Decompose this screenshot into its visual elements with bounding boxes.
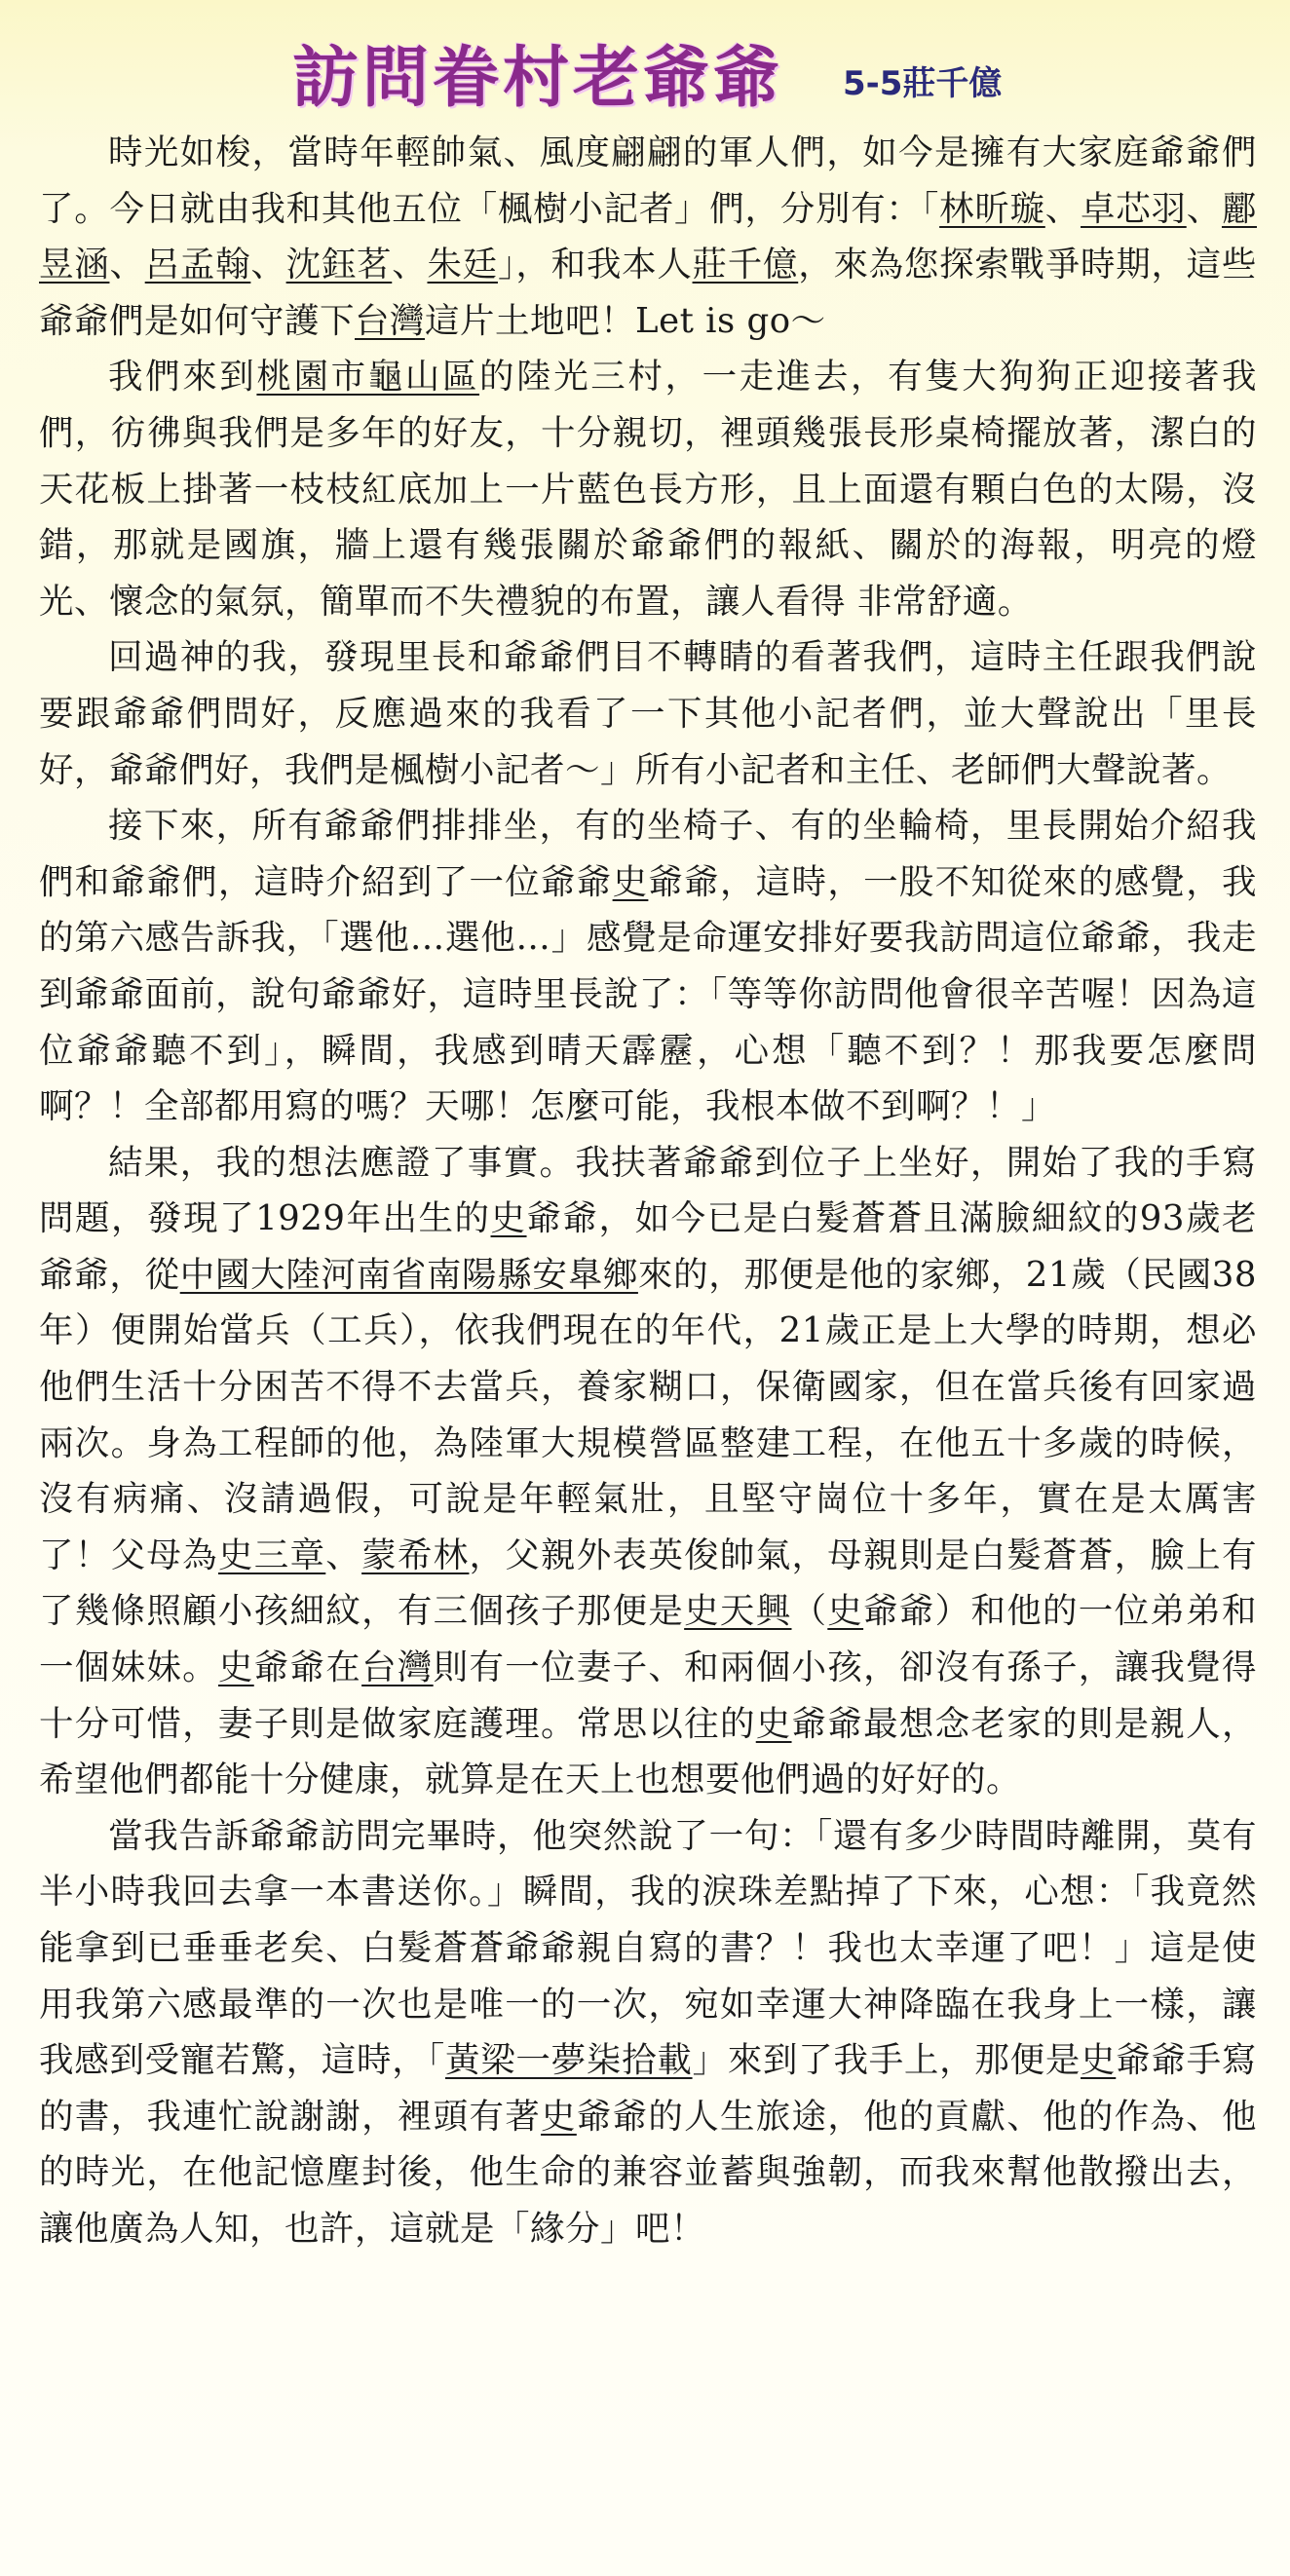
underlined-name: 蒙希林 bbox=[361, 1534, 470, 1575]
text-run: 爺爺，如今已是白髮蒼蒼且滿臉細紋的93歲老爺爺，從 bbox=[39, 1198, 1257, 1295]
underlined-name: 呂孟翰 bbox=[144, 245, 251, 285]
text-run: 時光如梭，當時年輕帥氣、風度翩翩的軍人們，如今是擁有大家庭爺爺們了。今日就由我和其他五位「楓樹小記者」們，分別有：「 bbox=[39, 133, 1257, 229]
underlined-name: 史 bbox=[217, 1648, 254, 1688]
article-title: 訪問眷村老爺爺 bbox=[292, 40, 784, 117]
underlined-name: 史 bbox=[612, 861, 649, 902]
text-run: 」來到了我手上，那便是 bbox=[692, 2040, 1081, 2081]
paragraph bbox=[39, 125, 1257, 349]
text-run: 來的，那便是他的家鄉，21歲（民國38年）便開始當兵（工兵），依我們現在的年代，21歲正是上大學的時期，想必他們生活十分困苦不得不去當兵，養家糊口，保衛國家，但在當兵後有回家過兩次。身為工程師的他，為陸軍大規模營區整建工程，在他五十多歲的時候，沒有病痛、沒請過假，可說是年輕氣壯，且堅守崗位十多年，實在是太厲害了！父母為 bbox=[39, 1254, 1257, 1575]
underlined-name: 林昕璇 bbox=[939, 188, 1045, 229]
text-run: 、 bbox=[392, 245, 428, 285]
text-run: 爺爺的人生旅途，他的貢獻、他的作為、他的時光，在他記憶塵封後，他生命的兼容並蓄與強韌，而我來幫他散撥出去，讓他廣為人知，也許，這就是「緣分」吧！ bbox=[39, 2096, 1257, 2249]
author-byline: 5-5莊千億 bbox=[843, 64, 1003, 103]
underlined-name: 沈鈺茗 bbox=[285, 245, 393, 285]
underlined-name: 史 bbox=[827, 1591, 864, 1632]
underlined-name: 史 bbox=[490, 1198, 527, 1239]
underlined-name: 台灣 bbox=[361, 1648, 434, 1688]
paragraph bbox=[39, 349, 1257, 629]
underlined-name: 朱廷 bbox=[427, 245, 498, 285]
article-body bbox=[39, 125, 1257, 2257]
underlined-name: 黃梁一夢柒拾載 bbox=[444, 2040, 693, 2081]
paragraph bbox=[39, 1808, 1257, 2257]
text-run: 、 bbox=[325, 1534, 362, 1575]
text-run: 當我告訴爺爺訪問完畢時，他突然說了一句：「還有多少時間時離開，莫有半小時我回去拿一本書送你。」瞬間，我的淚珠差點掉了下來，心想：「我竟然能拿到已垂垂老矣、白髮蒼蒼爺爺親自寫的書？！我也太幸運了吧！」這是使用我第六感最準的一次也是唯一的一次，宛如幸運大神降臨在我身上一樣，讓我感到受寵若驚，這時，「 bbox=[39, 1815, 1257, 2081]
underlined-name: 莊千億 bbox=[692, 245, 799, 285]
text-run: 這片土地吧！Let is go～ bbox=[425, 300, 826, 341]
underlined-name: 史 bbox=[541, 2096, 577, 2137]
text-run: 爺爺手寫的書，我連忙說謝謝，裡頭有著 bbox=[39, 2040, 1257, 2137]
underlined-name: 酈昱涵 bbox=[39, 188, 1257, 285]
underlined-name: 史天興 bbox=[684, 1591, 792, 1632]
text-run: 、 bbox=[109, 245, 145, 285]
text-run: 」，和我本人 bbox=[497, 245, 693, 285]
underlined-name: 史三章 bbox=[217, 1534, 326, 1575]
text-run: 爺爺在 bbox=[253, 1648, 362, 1688]
underlined-name: 中國大陸河南省南陽縣安臯鄉 bbox=[179, 1254, 638, 1295]
text-run: ，來為您探索戰爭時期，這些爺爺們是如何守護下 bbox=[39, 245, 1257, 341]
text-run: 接下來，所有爺爺們排排坐，有的坐椅子、有的坐輪椅，里長開始介紹我們和爺爺們，這時介紹到了一位爺爺 bbox=[39, 806, 1257, 902]
text-run: 回過神的我，發現里長和爺爺們目不轉睛的看著我們，這時主任跟我們說要跟爺爺們問好，反應過來的我看了一下其他小記者們，並大聲說出「里長好，爺爺們好，我們是楓樹小記者～」所有小記者和主任、老師們大聲說著。 bbox=[39, 637, 1257, 790]
text-run: 爺爺）和他的一位弟弟和一個妹妹。 bbox=[39, 1591, 1257, 1688]
text-run: （ bbox=[791, 1591, 828, 1632]
paragraph bbox=[39, 1135, 1257, 1808]
text-run: 爺爺，這時，一股不知從來的感覺，我的第六感告訴我，「選他…選他…」感覺是命運安排好要我訪問這位爺爺，我走到爺爺面前，說句爺爺好，這時里長說了：「等等你訪問他會很辛苦喔！因為這位爺爺聽不到」，瞬間，我感到晴天霹靂，心想「聽不到？！那我要怎麼問啊？！全部都用寫的嗎？天哪！怎麼可能，我根本做不到啊？！」 bbox=[39, 861, 1257, 1127]
text-run: 、 bbox=[250, 245, 286, 285]
paragraph bbox=[39, 798, 1257, 1135]
underlined-name: 史 bbox=[755, 1703, 792, 1744]
underlined-name: 台灣 bbox=[355, 300, 426, 341]
text-run: 爺爺最想念老家的則是親人，希望他們都能十分健康，就算是在天上也想要他們過的好好的。 bbox=[39, 1703, 1257, 1800]
underlined-name: 桃園市龜山區 bbox=[256, 357, 479, 398]
underlined-name: 卓芯羽 bbox=[1081, 188, 1187, 229]
text-run: 則有一位妻子、和兩個小孩，卻沒有孫子，讓我覺得十分可惜，妻子則是做家庭護理。常思以往的 bbox=[39, 1648, 1257, 1744]
text-run: 結果，我的想法應證了事實。我扶著爺爺到位子上坐好，開始了我的手寫問題，發現了1929年出生的 bbox=[39, 1142, 1257, 1239]
text-run: ，父親外表英俊帥氣，母親則是白髮蒼蒼，臉上有了幾條照顧小孩細紋，有三個孩子那便是 bbox=[39, 1534, 1257, 1632]
paragraph bbox=[39, 629, 1257, 798]
text-run: 、 bbox=[1044, 188, 1081, 229]
text-run: 我們來到 bbox=[108, 357, 257, 398]
text-run: 、 bbox=[1186, 188, 1222, 229]
underlined-name: 史 bbox=[1081, 2040, 1117, 2081]
article-header bbox=[0, 18, 1290, 115]
text-run: 的陸光三村，一走進去，有隻大狗狗正迎接著我們，彷彿與我們是多年的好友，十分親切，裡頭幾張長形桌椅擺放著，潔白的天花板上掛著一枝枝紅底加上一片藍色長方形，且上面還有顆白色的太陽，沒錯，那就是國旗，牆上還有幾張關於爺爺們的報紙、關於的海報，明亮的燈光、懷念的氣氛，簡單而不失禮貌的布置，讓人看得 非常舒適。 bbox=[39, 357, 1257, 622]
